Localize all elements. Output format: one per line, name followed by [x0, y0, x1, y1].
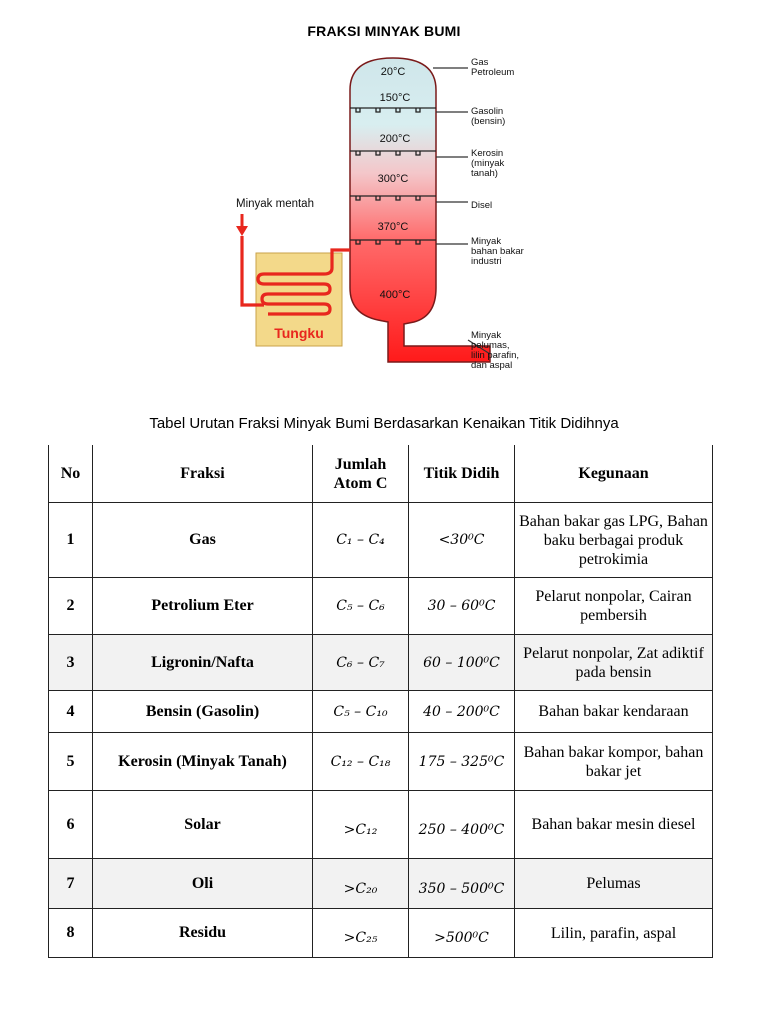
header-titik-didih: Titik Didih — [409, 445, 515, 503]
table-header-row — [49, 445, 713, 503]
distillation-diagram — [228, 50, 540, 380]
cell-no: 2 — [49, 578, 93, 635]
cell-kegunaan: Lilin, parafin, aspal — [515, 909, 713, 958]
table-row — [49, 635, 713, 691]
cell-fraksi: Bensin (Gasolin) — [93, 691, 313, 733]
header-fraksi: Fraksi — [93, 445, 313, 503]
furnace-label: Tungku — [274, 325, 324, 341]
cell-no: 7 — [49, 859, 93, 909]
cell-atom: >C₂₀ — [313, 859, 409, 909]
cell-no: 6 — [49, 791, 93, 859]
header-jumlah-atom: Jumlah Atom C — [313, 445, 409, 503]
cell-titik: 40 – 200⁰C — [409, 691, 515, 733]
cell-atom: C₅ – C₆ — [313, 578, 409, 635]
cell-kegunaan: Pelumas — [515, 859, 713, 909]
cell-titik: <30⁰C — [409, 503, 515, 578]
temp-label: 400°C — [379, 289, 411, 301]
cell-titik: >500⁰C — [409, 909, 515, 958]
fraction-table — [48, 445, 713, 958]
cell-kegunaan: Bahan bakar kendaraan — [515, 691, 713, 733]
cell-atom: C₆ – C₇ — [313, 635, 409, 691]
cell-kegunaan: Bahan bakar mesin diesel — [515, 791, 713, 859]
cell-fraksi: Gas — [93, 503, 313, 578]
cell-fraksi: Oli — [93, 859, 313, 909]
table-row — [49, 791, 713, 859]
inlet-arrow — [236, 214, 248, 236]
cell-no: 1 — [49, 503, 93, 578]
table-row — [49, 578, 713, 635]
cell-atom: C₁₂ – C₁₈ — [313, 733, 409, 791]
header-no: No — [49, 445, 93, 503]
temp-label: 300°C — [377, 173, 409, 185]
output-label: Kerosin (minyak tanah) — [471, 148, 505, 179]
temp-label: 370°C — [377, 221, 409, 233]
cell-no: 8 — [49, 909, 93, 958]
output-label: Minyak pelumas, lilin parafin, dan aspal — [471, 330, 520, 371]
cell-atom: >C₂₅ — [313, 909, 409, 958]
cell-fraksi: Residu — [93, 909, 313, 958]
cell-titik: 60 – 100⁰C — [409, 635, 515, 691]
page-title: FRAKSI MINYAK BUMI — [307, 23, 461, 39]
cell-atom: C₅ – C₁₀ — [313, 691, 409, 733]
cell-titik: 175 – 325⁰C — [409, 733, 515, 791]
output-label: Gas Petroleum — [471, 57, 515, 78]
table-row — [49, 909, 713, 958]
cell-atom: C₁ – C₄ — [313, 503, 409, 578]
cell-fraksi: Petrolium Eter — [93, 578, 313, 635]
cell-titik: 30 – 60⁰C — [409, 578, 515, 635]
cell-fraksi: Solar — [93, 791, 313, 859]
table-row — [49, 859, 713, 909]
header-kegunaan: Kegunaan — [515, 445, 713, 503]
cell-fraksi: Ligronin/Nafta — [93, 635, 313, 691]
distillation-column-svg — [228, 50, 540, 380]
cell-kegunaan: Pelarut nonpolar, Cairan pembersih — [515, 578, 713, 635]
table-row — [49, 503, 713, 578]
table-row — [49, 691, 713, 733]
output-label: Minyak bahan bakar industri — [471, 236, 524, 267]
table-caption: Tabel Urutan Fraksi Minyak Bumi Berdasarkan Kenaikan Titik Didihnya — [149, 415, 619, 432]
table-row — [49, 733, 713, 791]
cell-atom: >C₁₂ — [313, 791, 409, 859]
cell-kegunaan: Pelarut nonpolar, Zat adiktif pada bensin — [515, 635, 713, 691]
column-body — [350, 58, 493, 362]
output-label: Disel — [471, 200, 493, 211]
input-label: Minyak mentah — [236, 198, 314, 210]
temp-label: 200°C — [379, 133, 411, 145]
temp-label: 20°C — [380, 66, 406, 78]
cell-titik: 250 – 400⁰C — [409, 791, 515, 859]
cell-titik: 350 – 500⁰C — [409, 859, 515, 909]
cell-kegunaan: Bahan bakar kompor, bahan bakar jet — [515, 733, 713, 791]
cell-no: 5 — [49, 733, 93, 791]
cell-fraksi: Kerosin (Minyak Tanah) — [93, 733, 313, 791]
temp-label: 150°C — [379, 92, 411, 104]
output-label: Gasolin (bensin) — [471, 106, 506, 127]
cell-kegunaan: Bahan bakar gas LPG, Bahan baku berbagai produk petrokimia — [515, 503, 713, 578]
cell-no: 4 — [49, 691, 93, 733]
cell-no: 3 — [49, 635, 93, 691]
